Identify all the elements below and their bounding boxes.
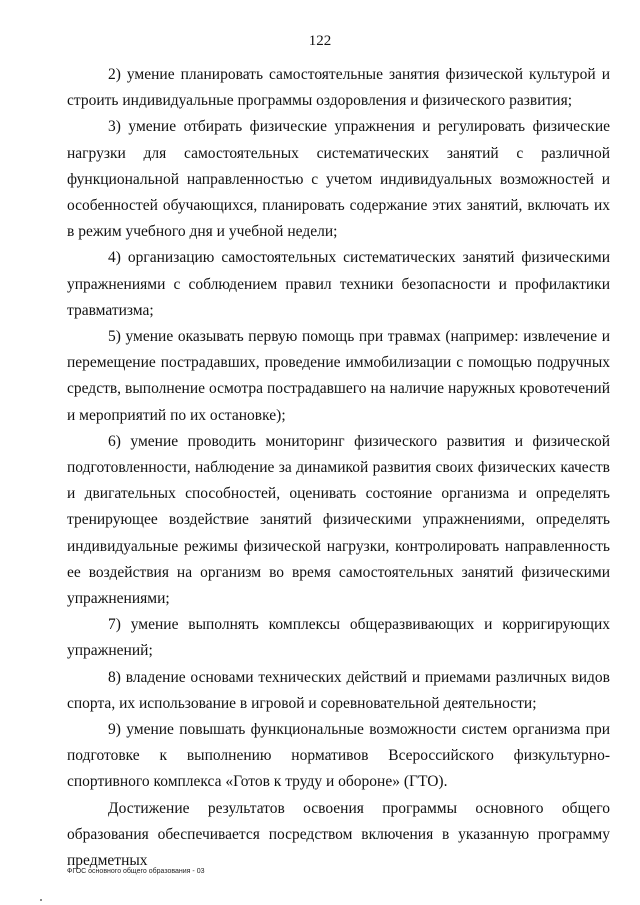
paragraph-item-8: 8) владение основами технических действий и приемами различных видов спорта, их использование в игровой и соревновательной деятельности; [67, 668, 610, 712]
paragraph-results: Достижение результатов освоения программы основного общего образования обеспечивается посредством включения в указанную программу предметных [67, 799, 610, 870]
page-number: 122 [308, 33, 332, 49]
scan-speck [40, 899, 42, 901]
document-footer: ФГОС основного общего образования - 03 [67, 868, 205, 875]
paragraph-item-9: 9) умение повышать функциональные возможности систем организма при подготовке к выполнению нормативов Всероссийского физкультурно-спортивного комплекса «Готов к труду и обороне» (ГТО). [67, 721, 610, 791]
paragraph-item-5: 5) умение оказывать первую помощь при травмах (например: извлечение и перемещение пострадавших, проведение иммобилизации с помощью подручных средств, выполнение осмотра пострадавшего на наличие наружных кровотечений и мероприятий по их остановке); [67, 328, 610, 424]
paragraph-item-3: 3) умение отбирать физические упражнения и регулировать физические нагрузки для самостоятельных систематических занятий с различной функциональной направленностью с учетом индивидуальных возможностей и особенностей обучающихся, планировать содержание этих занятий, включать их в режим учебного дня и учебной недели; [67, 118, 610, 241]
paragraph-item-6: 6) умение проводить мониторинг физического развития и физической подготовленности, наблюдение за динамикой развития своих физических качеств и двигательных способностей, оценивать состояние организма и определять тренирующее воздействие занятий физическими упражнениями, определять индивидуальные режимы физической нагрузки, контролировать направленность ее воздействия на организм во время самостоятельных занятий физическими упражнениями; [67, 432, 610, 608]
paragraph-item-2: 2) умение планировать самостоятельные занятия физической культурой и строить индивидуальные программы оздоровления и физического развития; [67, 66, 610, 110]
paragraph-item-7: 7) умение выполнять комплексы общеразвивающих и корригирующих упражнений; [67, 616, 610, 660]
document-body [67, 62, 610, 874]
paragraph-item-4: 4) организацию самостоятельных систематических занятий физическими упражнениями с соблюдением правил техники безопасности и профилактики травматизма; [67, 249, 610, 319]
